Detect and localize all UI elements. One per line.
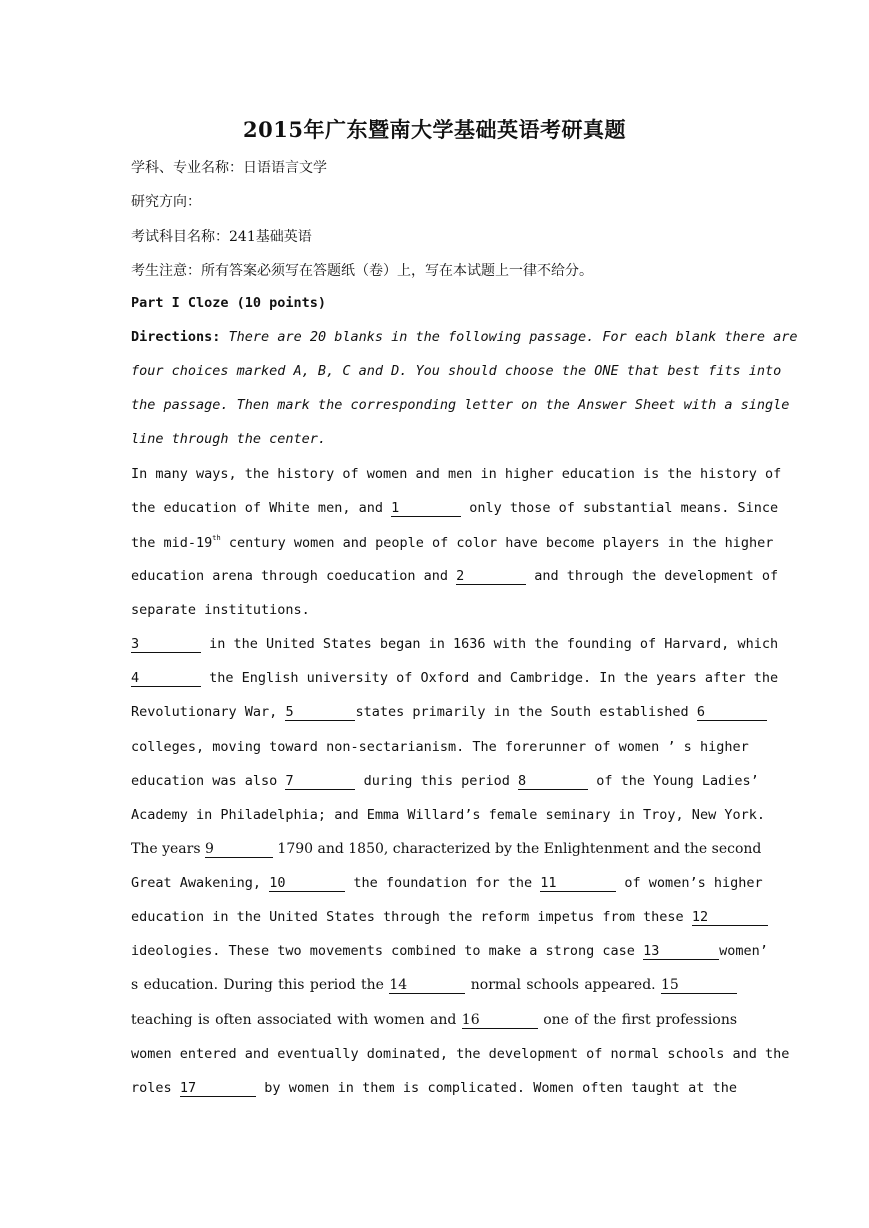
passage-text: education arena through coeducation and: [131, 568, 448, 584]
passage-line: [131, 500, 779, 517]
passage-text: only those of substantial means. Since: [469, 500, 779, 516]
passage-line: [131, 909, 737, 926]
direction-line: 研究方向：: [131, 194, 201, 210]
blank-17: 17: [180, 1081, 256, 1097]
directions-line: line through the center.: [131, 431, 327, 447]
directions-line: the passage. Then mark the corresponding letter on the Answer Sheet with a single: [131, 397, 790, 413]
passage-text: The years: [131, 841, 201, 857]
passage-line: [131, 943, 768, 960]
passage-text: states primarily in the South established: [355, 704, 689, 720]
page-title: 2015年广东暨南大学基础英语考研真题: [243, 117, 626, 142]
directions-line: [131, 329, 798, 345]
passage-text: education in the United States through the reform impetus from these: [131, 909, 684, 925]
blank-6: 6: [697, 705, 767, 721]
superscript: th: [212, 534, 221, 542]
blank-2: 2: [456, 569, 526, 585]
passage-text: normal schools appeared.: [470, 977, 656, 993]
directions-line: four choices marked A, B, C and D. You should choose the ONE that best fits into: [131, 363, 782, 379]
directions-label: Directions:: [131, 329, 221, 345]
passage-text: women’: [719, 943, 768, 959]
passage-text: one of the first professions: [543, 1012, 738, 1028]
passage-text: Revolutionary War,: [131, 704, 278, 720]
blank-11: 11: [540, 876, 616, 892]
passage-line: [131, 841, 762, 858]
passage-line: [131, 670, 779, 687]
passage-line: [131, 704, 737, 721]
blank-15: 15: [661, 978, 737, 994]
passage-line: [131, 977, 737, 994]
blank-12: 12: [692, 910, 768, 926]
blank-3: 3: [131, 637, 201, 653]
passage-line: [131, 875, 763, 892]
passage-text: by women in them is complicated. Women often taught at the: [264, 1080, 738, 1096]
passage-line: [131, 773, 759, 790]
directions-text: There are 20 blanks in the following passage. For each blank there are: [228, 329, 798, 345]
passage-text: century women and people of color have become players in the higher: [228, 535, 774, 551]
passage-text: of women’s higher: [624, 875, 763, 891]
blank-9: 9: [205, 842, 273, 858]
passage-text: s education. During this period the: [131, 977, 384, 993]
passage-line: colleges, moving toward non-sectarianism. The forerunner of women ’ s higher: [131, 739, 749, 755]
passage-text: and through the development of: [534, 568, 779, 584]
passage-text: the education of White men, and: [131, 500, 383, 516]
passage-text: in the United States began in 1636 with the founding of Harvard, which: [209, 636, 779, 652]
passage-text: the English university of Oxford and Cambridge. In the years after the: [209, 670, 779, 686]
passage-text: 1790 and 1850, characterized by the Enlightenment and the second: [277, 841, 762, 857]
blank-8: 8: [518, 774, 588, 790]
part-heading: Part I Cloze (10 points): [131, 295, 327, 311]
exam-line: 考试科目名称：241基础英语: [131, 229, 312, 245]
passage-text: teaching is often associated with women and: [131, 1012, 457, 1028]
passage-line: [131, 1080, 737, 1097]
passage-text: roles: [131, 1080, 172, 1096]
passage-text: during this period: [363, 773, 510, 789]
passage-text: education was also: [131, 773, 278, 789]
blank-13: 13: [643, 944, 719, 960]
blank-7: 7: [285, 774, 355, 790]
passage-line: separate institutions.: [131, 602, 310, 618]
passage-line: [131, 568, 779, 585]
passage-text: the mid-19: [131, 535, 213, 551]
passage-text: ideologies. These two movements combined to make a strong case: [131, 943, 635, 959]
passage-text: Great Awakening,: [131, 875, 262, 891]
passage-line: women entered and eventually dominated, the development of normal schools and the: [131, 1046, 790, 1062]
blank-16: 16: [462, 1013, 538, 1029]
notice-line: 考生注意：所有答案必须写在答题纸（卷）上，写在本试题上一律不给分。: [131, 263, 593, 279]
blank-5: 5: [285, 705, 355, 721]
passage-line: [131, 1012, 737, 1029]
blank-14: 14: [389, 978, 465, 994]
blank-1: 1: [391, 501, 461, 517]
passage-text: the foundation for the: [353, 875, 533, 891]
passage-line: [131, 636, 779, 653]
passage-line: In many ways, the history of women and men in higher education is the history of: [131, 466, 782, 482]
passage-line: Academy in Philadelphia; and Emma Willard’s female seminary in Troy, New York.: [131, 807, 765, 823]
blank-10: 10: [269, 876, 345, 892]
passage-line: [131, 534, 774, 551]
passage-text: of the Young Ladies’: [596, 773, 759, 789]
blank-4: 4: [131, 671, 201, 687]
subject-line: 学科、专业名称：日语语言文学: [131, 160, 327, 176]
